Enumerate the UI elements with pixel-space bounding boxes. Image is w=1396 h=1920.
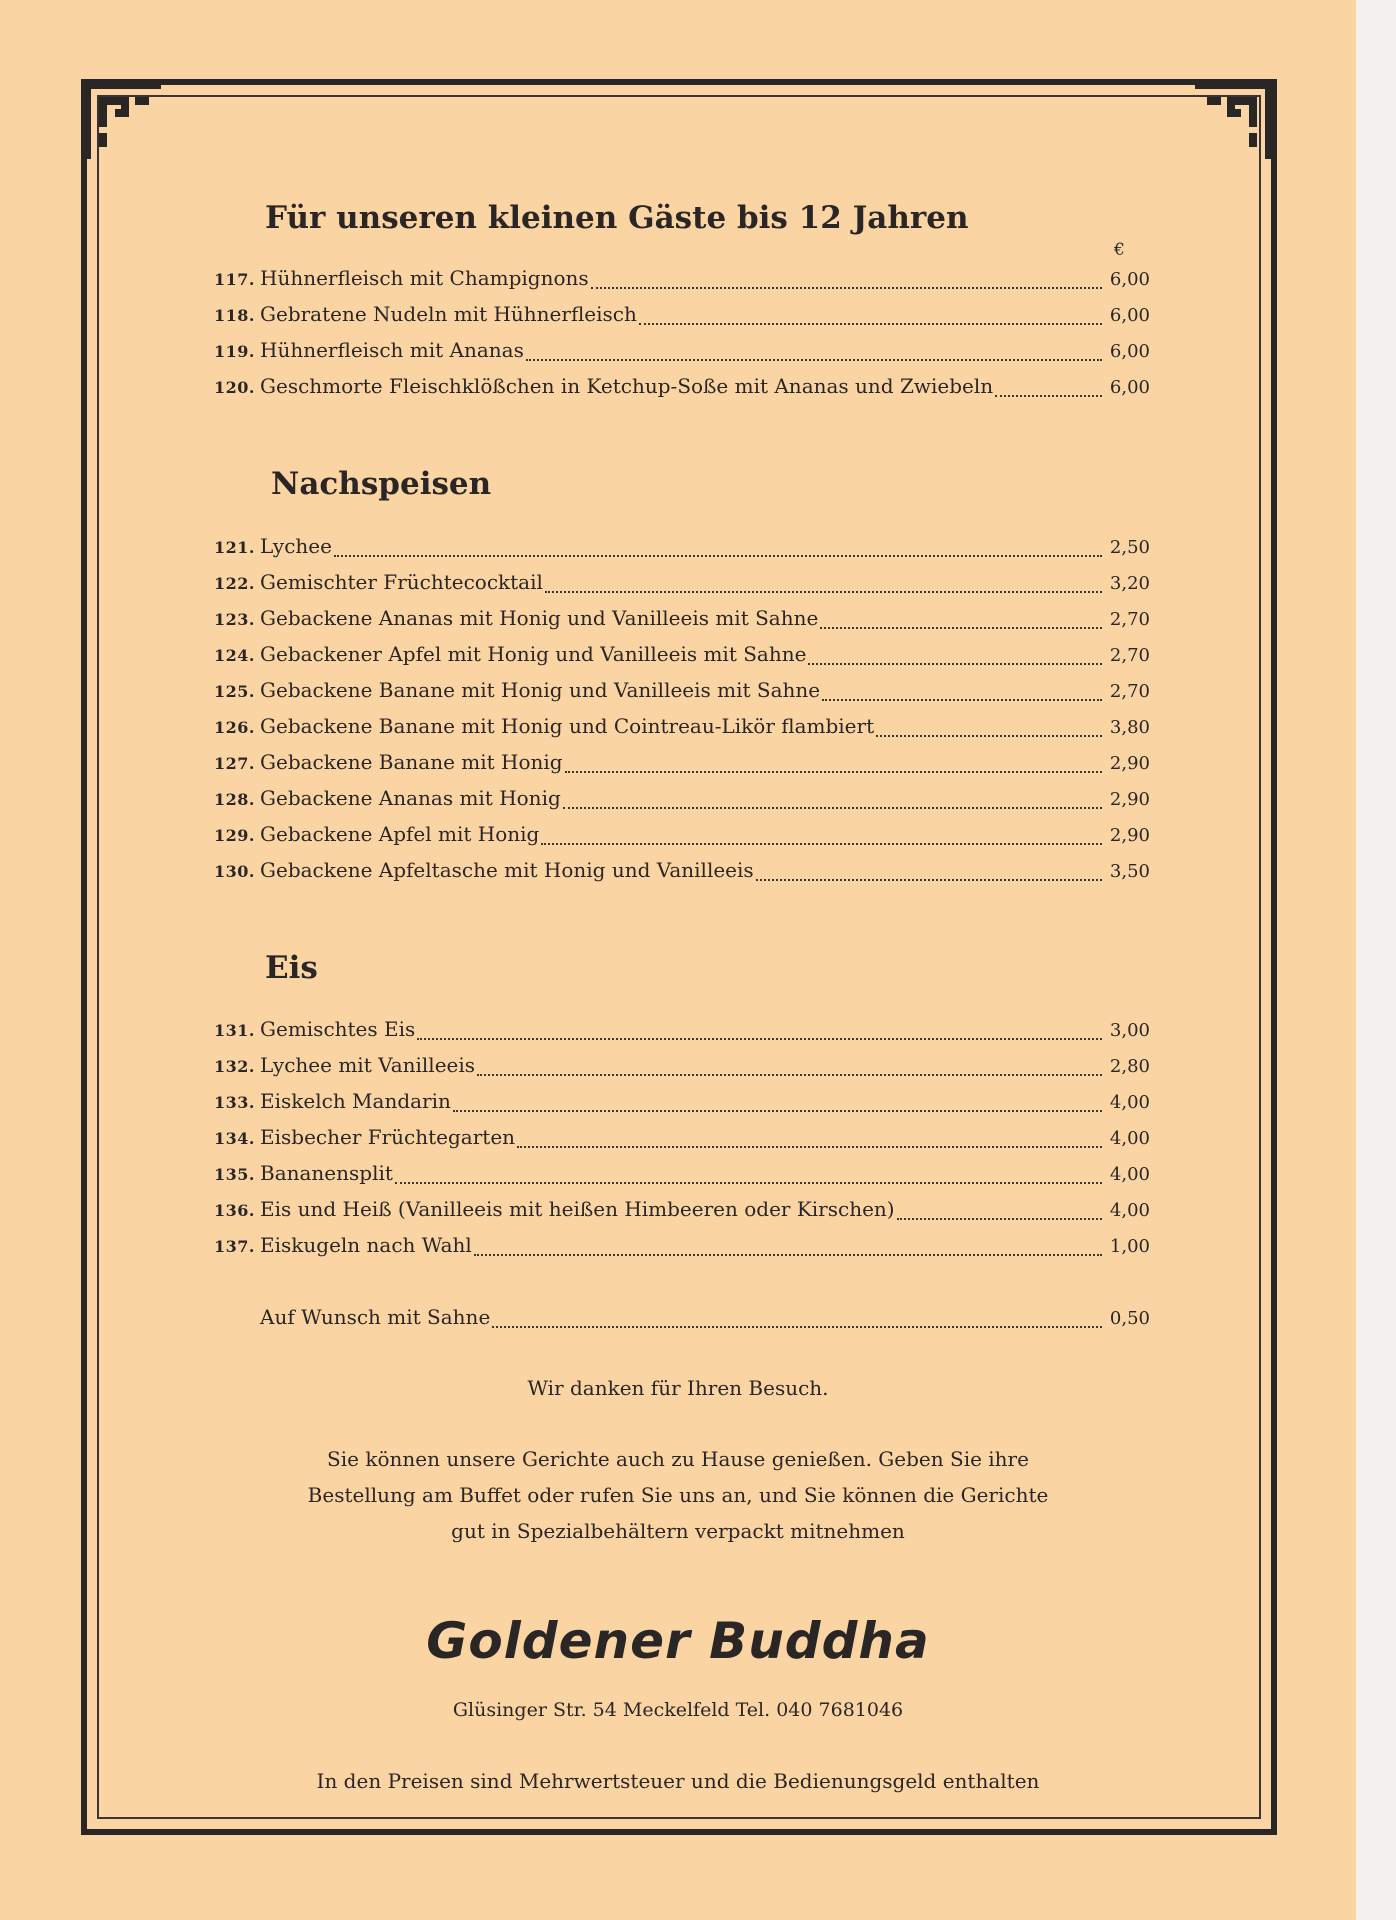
- item-price: 6,00: [1109, 269, 1150, 290]
- item-name: Hühnerfleisch mit Ananas: [260, 338, 524, 362]
- item-price: 6,00: [1109, 377, 1150, 398]
- menu-item: [214, 374, 1150, 404]
- item-price: 0,50: [1109, 1308, 1150, 1329]
- item-price: 2,50: [1109, 537, 1150, 558]
- item-number: 123.: [214, 610, 255, 629]
- takeaway-line: Sie können unsere Gerichte auch zu Hause genießen. Geben Sie ihre: [327, 1447, 1029, 1471]
- section-title: Nachspeisen: [271, 466, 492, 502]
- section-title: Für unseren kleinen Gäste bis 12 Jahren: [265, 200, 969, 236]
- item-number: 133.: [214, 1093, 255, 1112]
- item-name: Bananensplit: [260, 1161, 393, 1185]
- item-number: 125.: [214, 682, 255, 701]
- item-name: Lychee: [260, 534, 332, 558]
- item-name: Gebratene Nudeln mit Hühnerfleisch: [260, 302, 637, 326]
- corner-ornament-icon: [1191, 77, 1277, 163]
- item-name: Gebackene Banane mit Honig und Vanilleeis mit Sahne: [260, 678, 821, 702]
- item-price: 3,80: [1109, 717, 1150, 738]
- item-price: 3,20: [1109, 573, 1150, 594]
- item-name: Gebackene Ananas mit Honig und Vanilleeis mit Sahne: [260, 606, 819, 630]
- menu-item: [214, 1053, 1150, 1083]
- menu-item: [214, 606, 1150, 636]
- item-number: 119.: [214, 342, 255, 361]
- item-name: Gebackene Banane mit Honig und Cointreau-Likör flambiert: [260, 714, 875, 738]
- item-number: 124.: [214, 646, 255, 665]
- item-number: 126.: [214, 718, 255, 737]
- item-name: Eiskelch Mandarin: [260, 1089, 451, 1113]
- leader-dots: [477, 1073, 1102, 1076]
- section-title: Eis: [265, 950, 318, 986]
- leader-dots: [808, 662, 1102, 665]
- item-price: 2,90: [1109, 789, 1150, 810]
- item-price: 6,00: [1109, 305, 1150, 326]
- item-number: 120.: [214, 378, 255, 397]
- item-price: 2,80: [1109, 1056, 1150, 1077]
- thanks-text: Wir danken für Ihren Besuch.: [527, 1376, 829, 1400]
- item-name: Eis und Heiß (Vanilleeis mit heißen Himbeeren oder Kirschen): [260, 1197, 895, 1221]
- leader-dots: [591, 286, 1102, 289]
- leader-dots: [517, 1145, 1102, 1148]
- menu-item: [214, 266, 1150, 296]
- item-price: 4,00: [1109, 1164, 1150, 1185]
- item-name: Gebackene Apfeltasche mit Honig und Vanilleeis: [260, 858, 754, 882]
- item-price: 2,90: [1109, 825, 1150, 846]
- item-number: 129.: [214, 826, 255, 845]
- item-name: Gebackene Ananas mit Honig: [260, 786, 561, 810]
- menu-item: [214, 1161, 1150, 1191]
- item-number: 132.: [214, 1057, 255, 1076]
- currency-label: €: [1114, 240, 1125, 260]
- item-number: 135.: [214, 1165, 255, 1184]
- menu-item: [214, 338, 1150, 368]
- leader-dots: [492, 1325, 1102, 1328]
- item-name: Eisbecher Früchtegarten: [260, 1125, 516, 1149]
- item-name: Lychee mit Vanilleeis: [260, 1053, 476, 1077]
- takeaway-line: gut in Spezialbehältern verpackt mitnehmen: [451, 1519, 905, 1543]
- item-name: Gebackener Apfel mit Honig und Vanilleeis mit Sahne: [260, 642, 807, 666]
- menu-extra: [214, 1305, 1150, 1335]
- menu-item: [214, 534, 1150, 564]
- leader-dots: [334, 554, 1102, 557]
- menu-item: [214, 750, 1150, 780]
- item-name: Auf Wunsch mit Sahne: [260, 1305, 491, 1329]
- item-price: 2,70: [1109, 609, 1150, 630]
- leader-dots: [563, 806, 1102, 809]
- leader-dots: [395, 1181, 1102, 1184]
- item-name: Hühnerfleisch mit Champignons: [260, 266, 589, 290]
- menu-item: [214, 1197, 1150, 1227]
- takeaway-line: Bestellung am Buffet oder rufen Sie uns an, und Sie können die Gerichte: [307, 1483, 1049, 1507]
- tax-note: In den Preisen sind Mehrwertsteuer und die Bedienungsgeld enthalten: [316, 1769, 1040, 1793]
- item-price: 6,00: [1109, 341, 1150, 362]
- leader-dots: [545, 590, 1102, 593]
- item-name: Geschmorte Fleischklößchen in Ketchup-Soße mit Ananas und Zwiebeln: [260, 374, 994, 398]
- item-price: 2,90: [1109, 753, 1150, 774]
- item-price: 2,70: [1109, 681, 1150, 702]
- menu-item: [214, 786, 1150, 816]
- menu-item: [214, 570, 1150, 600]
- leader-dots: [639, 322, 1102, 325]
- menu-item: [214, 302, 1150, 332]
- leader-dots: [876, 734, 1102, 737]
- item-name: Gemischter Früchtecocktail: [260, 570, 543, 594]
- item-price: 3,00: [1109, 1020, 1150, 1041]
- item-number: 134.: [214, 1129, 255, 1148]
- item-number: 118.: [214, 306, 255, 325]
- menu-item: [214, 678, 1150, 708]
- menu-item: [214, 858, 1150, 888]
- item-number: 137.: [214, 1237, 255, 1256]
- menu-item: [214, 1017, 1150, 1047]
- scan-edge: [1356, 0, 1396, 1920]
- item-number: 127.: [214, 754, 255, 773]
- item-number: 128.: [214, 790, 255, 809]
- item-price: 2,70: [1109, 645, 1150, 666]
- item-number: 130.: [214, 862, 255, 881]
- leader-dots: [453, 1109, 1102, 1112]
- leader-dots: [417, 1037, 1102, 1040]
- menu-item: [214, 642, 1150, 672]
- item-price: 1,00: [1109, 1236, 1150, 1257]
- item-price: 4,00: [1109, 1128, 1150, 1149]
- item-number: 136.: [214, 1201, 255, 1220]
- leader-dots: [820, 626, 1102, 629]
- menu-item: [214, 1233, 1150, 1263]
- item-name: Gebackene Apfel mit Honig: [260, 822, 540, 846]
- restaurant-logo: Goldener Buddha: [426, 1612, 930, 1670]
- leader-dots: [565, 770, 1102, 773]
- leader-dots: [756, 878, 1102, 881]
- menu-item: [214, 714, 1150, 744]
- leader-dots: [474, 1253, 1102, 1256]
- leader-dots: [541, 842, 1102, 845]
- item-number: 117.: [214, 270, 255, 289]
- address-text: Glüsinger Str. 54 Meckelfeld Tel. 040 7681046: [452, 1699, 904, 1721]
- item-number: 122.: [214, 574, 255, 593]
- item-price: 4,00: [1109, 1092, 1150, 1113]
- leader-dots: [995, 394, 1102, 397]
- item-price: 3,50: [1109, 861, 1150, 882]
- corner-ornament-icon: [79, 77, 165, 163]
- item-number: 121.: [214, 538, 255, 557]
- menu-item: [214, 1125, 1150, 1155]
- leader-dots: [897, 1217, 1102, 1220]
- leader-dots: [822, 698, 1102, 701]
- item-name: Gemischtes Eis: [260, 1017, 416, 1041]
- leader-dots: [526, 358, 1102, 361]
- menu-item: [214, 822, 1150, 852]
- menu-item: [214, 1089, 1150, 1119]
- item-name: Gebackene Banane mit Honig: [260, 750, 563, 774]
- item-price: 4,00: [1109, 1200, 1150, 1221]
- item-number: 131.: [214, 1021, 255, 1040]
- item-name: Eiskugeln nach Wahl: [260, 1233, 472, 1257]
